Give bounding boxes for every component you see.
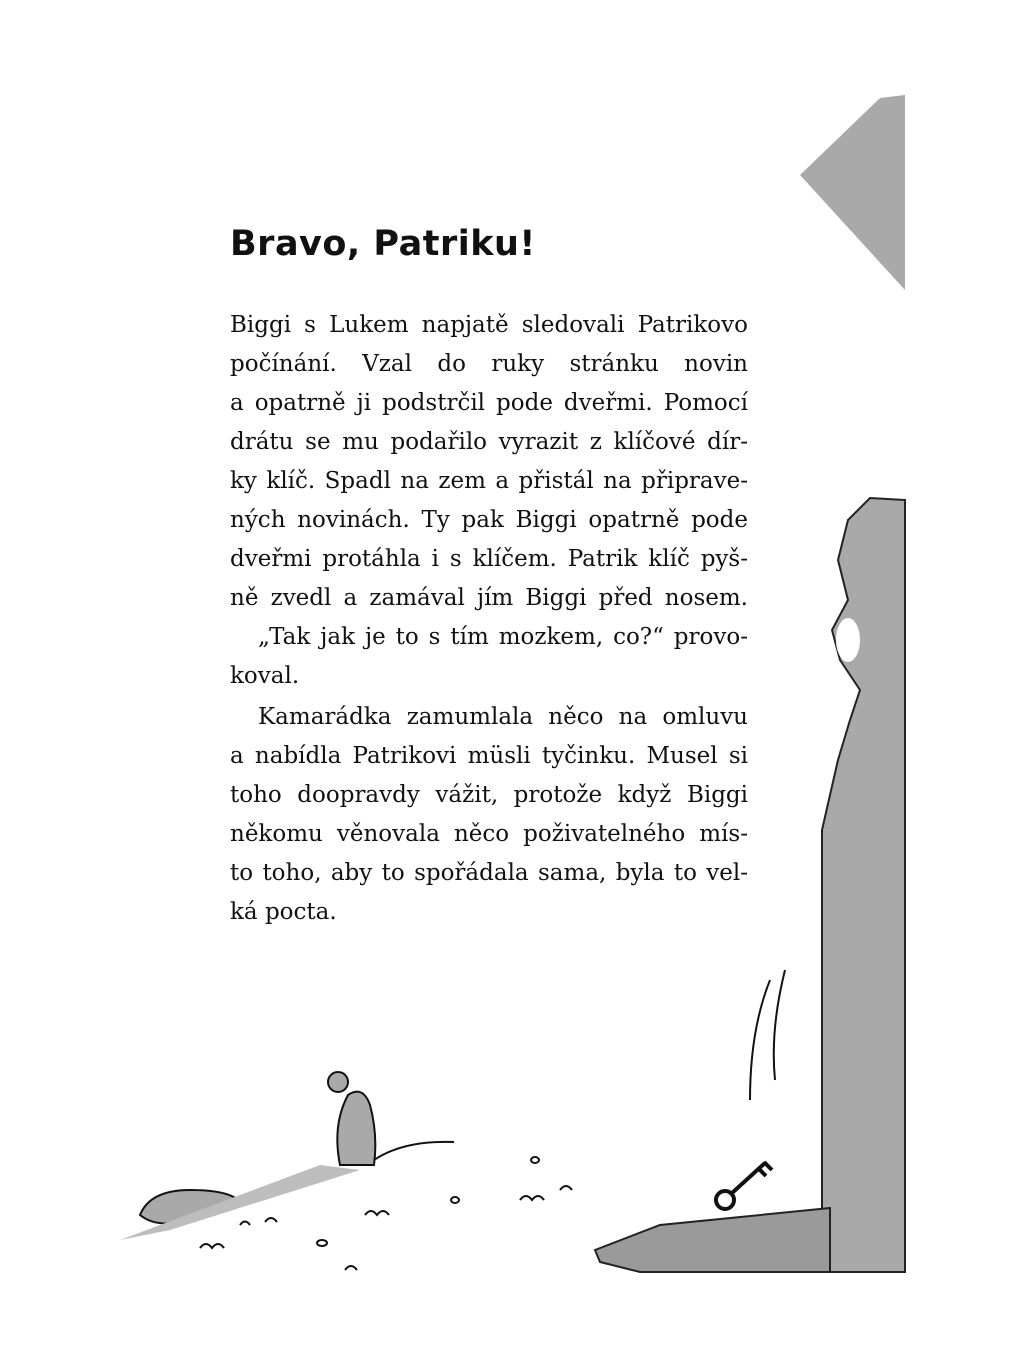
text-line: ká pocta. bbox=[230, 899, 337, 925]
text-line: a nabídla Patrikovi müsli tyčinku. Musel si bbox=[230, 743, 748, 769]
keyhole-shadow bbox=[836, 618, 860, 662]
text-line: počínání. Vzal do ruky stránku novin bbox=[230, 351, 748, 377]
door-frame-top-shape bbox=[800, 95, 905, 290]
text-line: Biggi s Lukem napjatě sledovali Patrikovo bbox=[230, 312, 748, 338]
text-line: ky klíč. Spadl na zem a přistál na připrave- bbox=[230, 468, 748, 494]
text-line: to toho, aby to spořádala sama, byla to vel- bbox=[230, 860, 748, 886]
text-line: koval. bbox=[230, 663, 300, 689]
key-icon bbox=[716, 1162, 772, 1209]
door-shape bbox=[822, 498, 905, 1272]
chapter-title: Bravo, Patriku! bbox=[230, 224, 536, 264]
text-line: drátu se mu podařilo vyrazit z klíčové dír- bbox=[230, 429, 748, 455]
text-line: někomu věnovala něco poživatelného mís- bbox=[230, 821, 748, 847]
motion-lines bbox=[750, 970, 785, 1100]
text-line: Kamarádka zamumlala něco na omluvu bbox=[258, 704, 748, 730]
ground-marks bbox=[200, 1157, 572, 1270]
text-line: ně zvedl a zamával jím Biggi před nosem. bbox=[230, 585, 748, 611]
mouse-standing bbox=[328, 1072, 454, 1165]
text-line: toho doopravdy vážit, protože když Biggi bbox=[230, 782, 748, 808]
text-line: dveřmi protáhla i s klíčem. Patrik klíč pyš- bbox=[230, 546, 748, 572]
text-line: „Tak jak je to s tím mozkem, co?“ provo- bbox=[258, 624, 748, 650]
text-line: a opatrně ji podstrčil pode dveřmi. Pomocí bbox=[230, 390, 748, 416]
text-line: ných novinách. Ty pak Biggi opatrně pode bbox=[230, 507, 748, 533]
newspaper bbox=[595, 1208, 830, 1272]
